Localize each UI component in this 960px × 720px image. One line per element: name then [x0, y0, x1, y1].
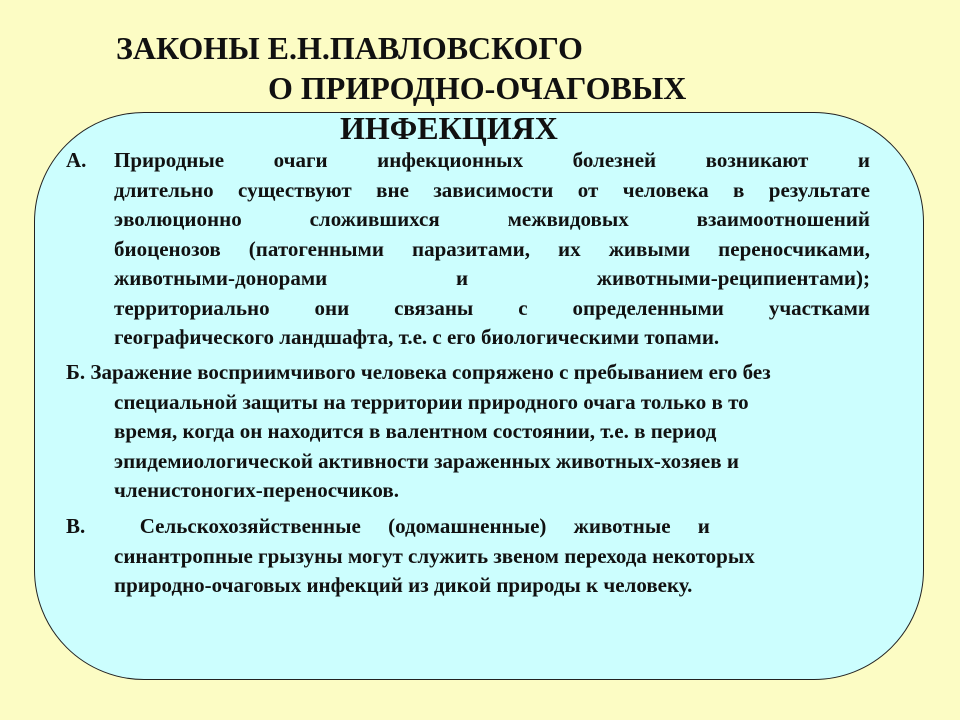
- law-b-line: эпидемиологической активности зараженных животных-хозяев и: [114, 448, 739, 473]
- law-a-line: биоценозов (патогенными паразитами, их живыми переносчиками,: [114, 236, 870, 261]
- law-b-line: специальной защиты на территории природного очага только в то: [114, 389, 749, 414]
- law-a-line: длительно существуют вне зависимости от человека в результате: [114, 177, 870, 202]
- law-b-line: время, когда он находится в валентном состоянии, т.е. в период: [114, 419, 717, 443]
- law-c: [66, 512, 866, 601]
- law-a-line: Природные очаги инфекционных болезней возникают и: [114, 148, 870, 172]
- law-c-first-line: В. Сельскохозяйственные (одомашненные) животные и: [66, 514, 710, 538]
- law-b-first-line: Б. Заражение восприимчивого человека сопряжено с пребыванием его без: [66, 360, 771, 384]
- title-line-1: ЗАКОНЫ Е.Н.ПАВЛОВСКОГО: [116, 30, 583, 66]
- law-a-line: животными-донорами и животными-реципиентами);: [114, 266, 870, 290]
- law-b-line: членистоногих-переносчиков.: [114, 478, 399, 502]
- law-c-line: природно-очаговых инфекций из дикой природы к человеку.: [114, 573, 693, 597]
- law-a-line: эволюционно сложившихся межвидовых взаимоотношений: [114, 207, 870, 231]
- law-b: [66, 358, 876, 506]
- law-c-line: синантропные грызуны могут служить звеном перехода некоторых: [114, 543, 755, 568]
- law-a-line: географического ландшафта, т.е. с его биологическими топами.: [114, 325, 720, 349]
- law-a-line: территориально они связаны с определенными участками: [114, 295, 870, 320]
- title-line-3: ИНФЕКЦИЯХ: [340, 110, 558, 146]
- title-line-2: О ПРИРОДНО-ОЧАГОВЫХ: [268, 70, 687, 106]
- law-a-marker: А.: [66, 148, 87, 172]
- law-a: [114, 146, 870, 353]
